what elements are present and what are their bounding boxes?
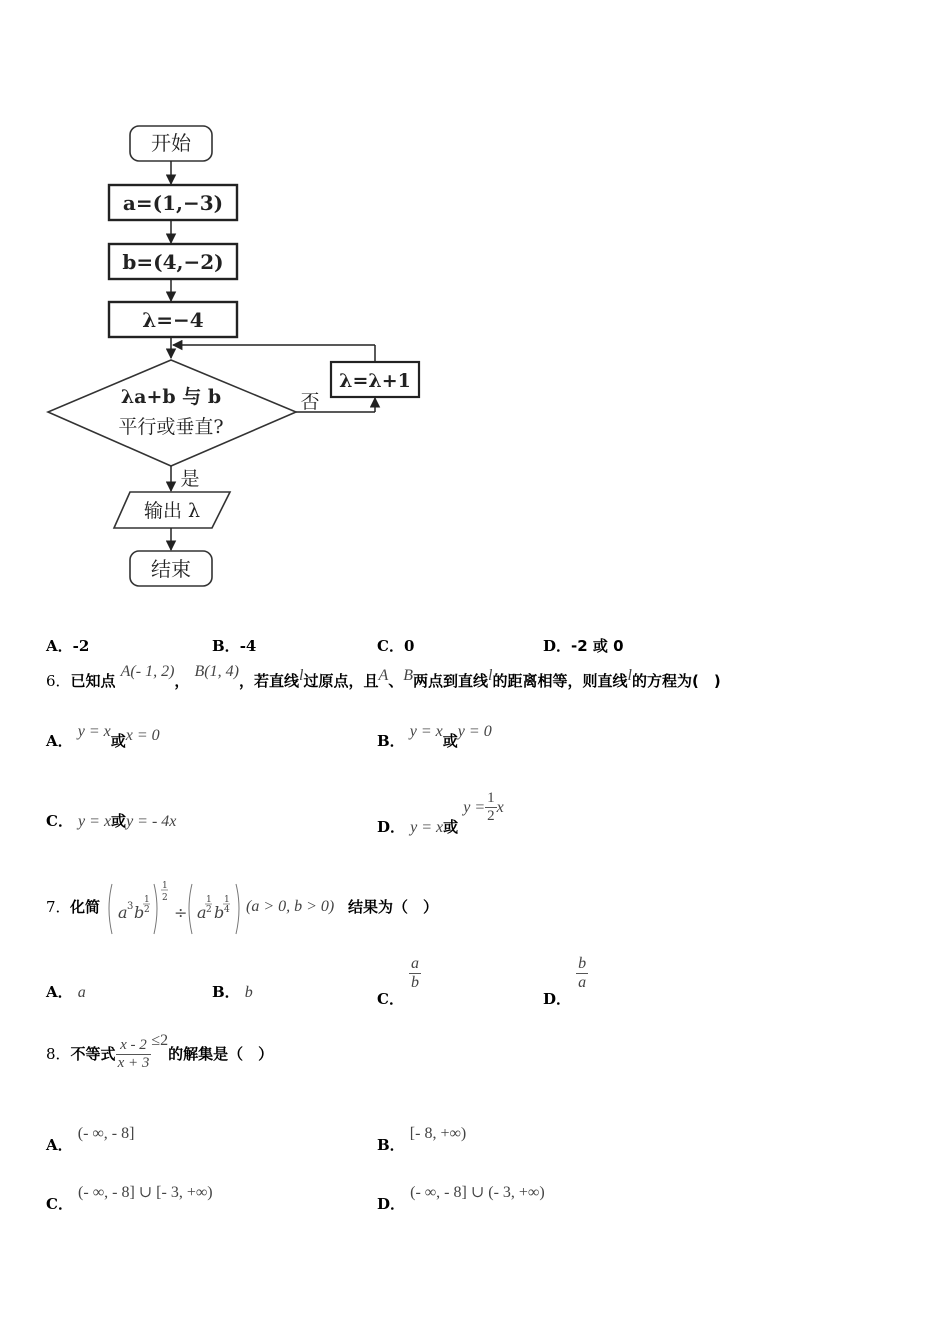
svg-text:1: 1: [144, 895, 150, 905]
q8-stem: 8．不等式 $\frac{x - 2}{x + 3}$ ≤2的解集是（ ）: [46, 1032, 274, 1071]
svg-text:1: 1: [224, 895, 230, 905]
output-text: 输出 λ: [143, 500, 201, 522]
start-text: 开始: [151, 131, 191, 155]
q6-option-d[interactable]: D． y = x或 y = $\frac{1}{2}$ x: [377, 790, 504, 836]
q5-option-d[interactable]: D．-2 或 0: [543, 637, 624, 655]
increment-text: λ=λ+1: [339, 370, 411, 392]
q8-option-a[interactable]: A． (- ∞, - 8]: [46, 1125, 135, 1154]
svg-text:4: 4: [224, 905, 230, 915]
q8-option-c[interactable]: C． (- ∞, - 8] ∪ [- 3, +∞): [46, 1184, 213, 1213]
q6-option-c[interactable]: C． y = x或y = - 4x: [46, 812, 177, 830]
q6-option-b[interactable]: B． y = x或y = 0: [377, 723, 492, 750]
svg-text:2: 2: [162, 893, 168, 903]
svg-text:b: b: [214, 903, 225, 922]
svg-text:1: 1: [162, 881, 168, 891]
svg-text:a: a: [197, 903, 207, 922]
q7-option-d[interactable]: D． $\frac{b}{a}$: [543, 955, 587, 1008]
q7-option-a[interactable]: A． a: [46, 983, 86, 1001]
decision-line2: 平行或垂直?: [118, 416, 224, 438]
q5-option-a[interactable]: A．-2: [46, 637, 90, 655]
end-text: 结束: [151, 557, 191, 581]
step-b-text: b=(4,−2): [122, 250, 224, 274]
step-lambda-text: λ=−4: [142, 308, 204, 332]
no-label: 否: [300, 391, 320, 413]
step-a-text: a=(1,−3): [122, 191, 224, 215]
decision-diamond: [48, 360, 296, 466]
q5-option-b[interactable]: B．-4: [212, 637, 257, 655]
svg-text:a: a: [118, 903, 128, 922]
yes-label: 是: [180, 468, 200, 490]
q8-option-d[interactable]: D． (- ∞, - 8] ∪ (- 3, +∞): [377, 1184, 545, 1213]
q7-option-b[interactable]: B． b: [212, 983, 253, 1001]
q6-option-a[interactable]: A． y = x或x = 0: [46, 723, 160, 750]
svg-text:3: 3: [127, 901, 134, 912]
q5-option-c[interactable]: C．0: [377, 637, 415, 655]
flowchart: [0, 0, 950, 600]
q8-option-b[interactable]: B． [- 8, +∞): [377, 1125, 467, 1154]
svg-text:1: 1: [206, 895, 212, 905]
svg-text:b: b: [134, 903, 145, 922]
svg-text:2: 2: [206, 905, 212, 915]
svg-text:÷: ÷: [174, 903, 188, 922]
q7-option-c[interactable]: C． $\frac{a}{b}$: [377, 955, 420, 1008]
q6-stem: 6．已知点 A(- 1, 2)， B(1, 4)，若直线l过原点，且A、B两点到直线l的距离相等，则直线l的方程为( ): [46, 663, 721, 690]
decision-line1: λa+b 与 b: [120, 386, 222, 408]
svg-text:2: 2: [144, 905, 150, 915]
